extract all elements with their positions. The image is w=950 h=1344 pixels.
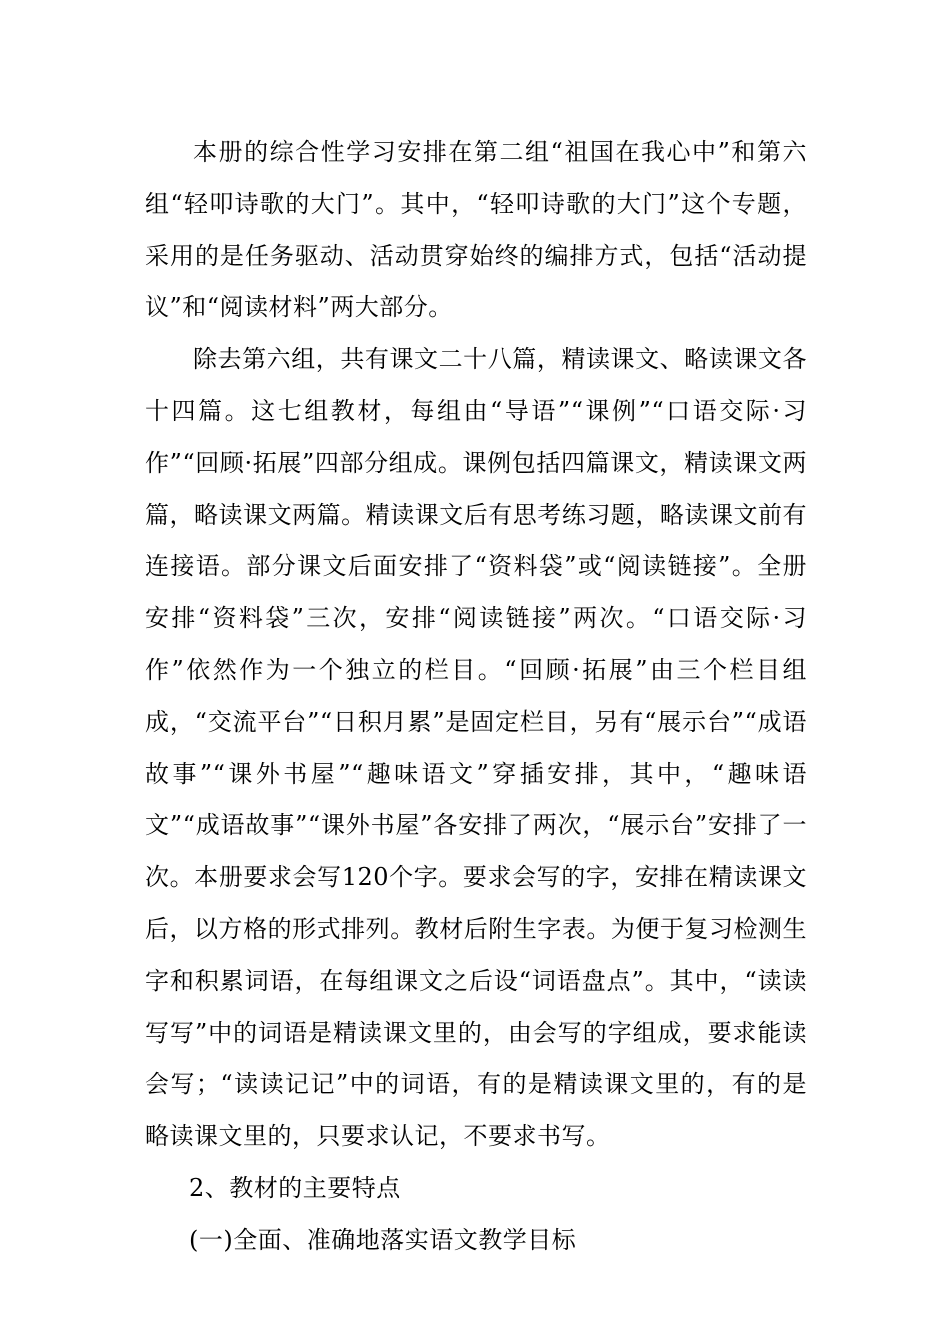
- subsection-heading-teaching-goals: (一)全面、准确地落实语文教学目标: [189, 1225, 577, 1254]
- section-heading-main-features: 2、教材的主要特点: [189, 1173, 401, 1202]
- paragraph-textbook-structure: 除去第六组，共有课文二十八篇，精读课文、略读课文各十四篇。这七组教材，每组由“导语”“课例”“口语交际·习作”“回顾·拓展”四部分组成。课例包括四篇课文，精读课文两篇，略读课文两篇。精读课文后有思考练习题，略读课文前有连接语。部分课文后面安排了“资料袋”或“阅读链接”。全册安排“资料袋”三次，安排“阅读链接”两次。“口语交际·习作”依然作为一个独立的栏目。“回顾·拓展”由三个栏目组成，“交流平台”“日积月累”是固定栏目，另有“展示台”“成语故事”“课外书屋”“趣味语文”穿插安排，其中，“趣味语文”“成语故事”“课外书屋”各安排了两次，“展示台”安排了一次。本册要求会写120个字。要求会写的字，安排在精读课文后，以方格的形式排列。教材后附生字表。为便于复习检测生字和积累词语，在每组课文之后设“词语盘点”。其中，“读读写写”中的词语是精读课文里的，由会写的字组成，要求能读会写；“读读记记”中的词语，有的是精读课文里的，有的是略读课文里的，只要求认记，不要求书写。: [145, 345, 807, 1151]
- paragraph-comprehensive-learning: 本册的综合性学习安排在第二组“祖国在我心中”和第六组“轻叩诗歌的大门”。其中，“轻叩诗歌的大门”这个专题，采用的是任务驱动、活动贯穿始终的编排方式，包括“活动提议”和“阅读材料”两大部分。: [145, 138, 807, 322]
- document-page: [145, 127, 807, 1267]
